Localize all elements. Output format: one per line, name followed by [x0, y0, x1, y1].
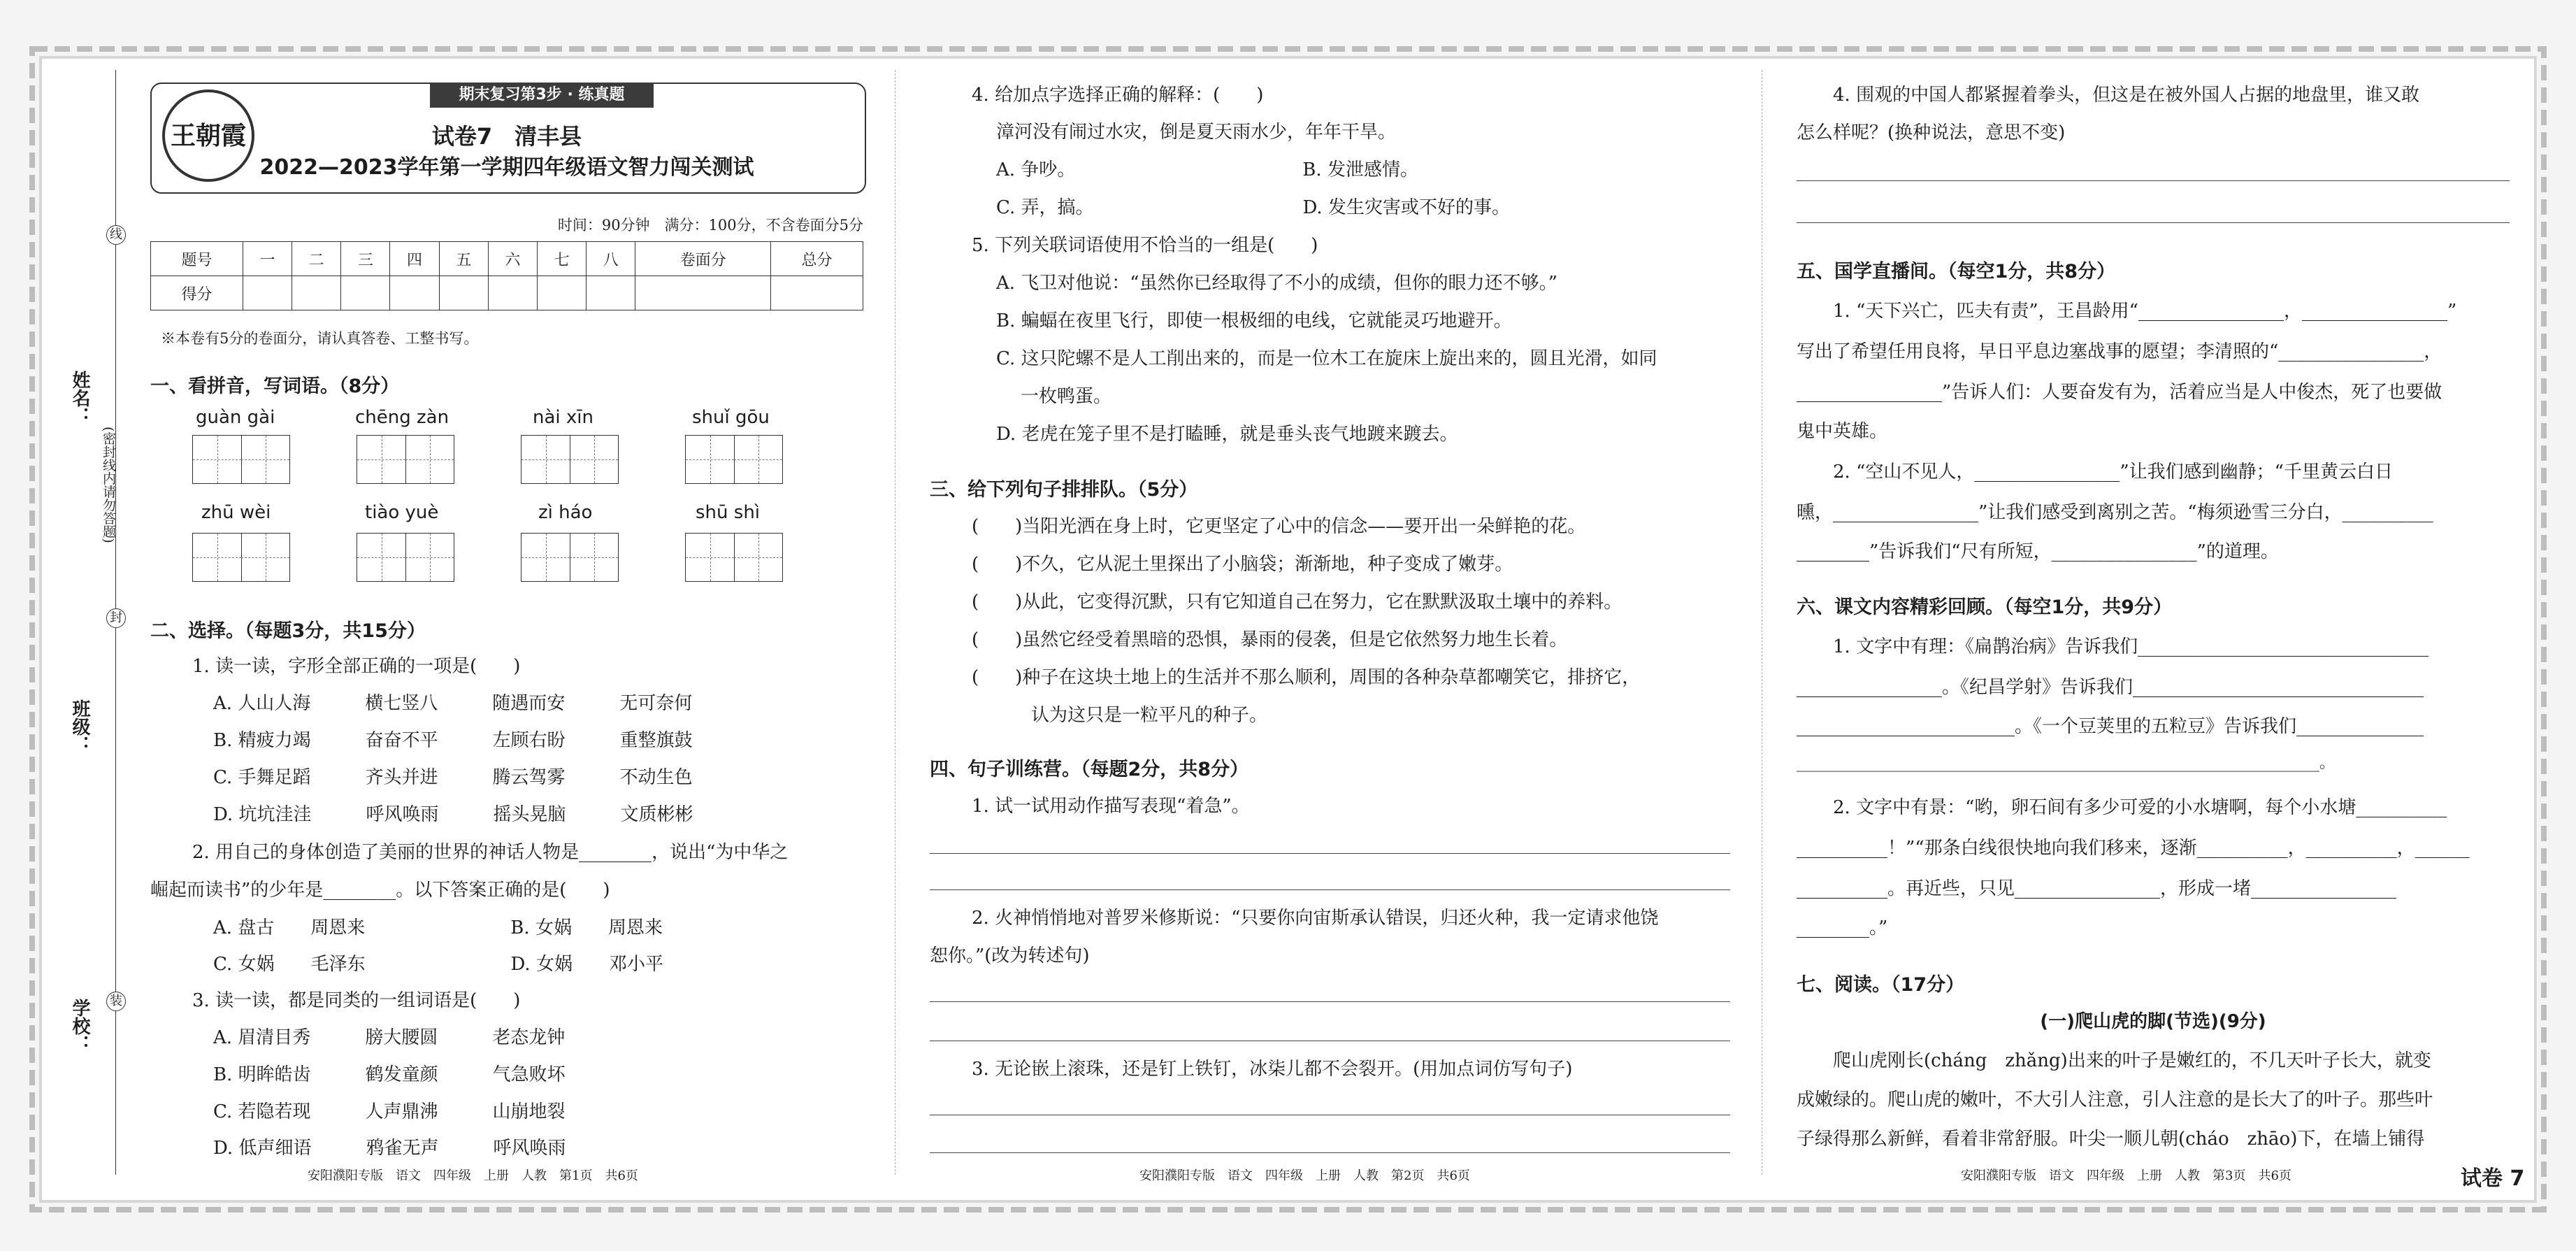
seal-mark: 线	[106, 225, 126, 245]
question-line: 5. 下列关联词语使用不恰当的一组是( )	[972, 235, 1318, 256]
fill-line: 1. 文字中有理：《扁鹊治病》告诉我们________________________________	[1833, 636, 2429, 657]
seal-mark: 封	[106, 608, 126, 628]
fill-line: 写出了希望任用良将，早日平息边塞战事的愿望；李清照的“________________，	[1797, 341, 2442, 362]
order-line: ( )种子在这块土地上的生活并不那么顺利，周围的各种杂草都嘲笑它，排挤它，	[972, 667, 1641, 688]
section-title: 一、看拼音，写词语。（8分）	[150, 376, 400, 397]
question-line: 4. 围观的中国人都紧握着拳头，但这是在被外国人占据的地盘里，谁又敢	[1833, 85, 2420, 106]
score-table	[150, 241, 863, 310]
score-cell: 六	[488, 242, 537, 276]
handwriting-note: ※本卷有5分的卷面分，请认真答卷、工整书写。	[161, 330, 479, 347]
writing-grid[interactable]	[521, 533, 619, 582]
writing-grid[interactable]	[521, 435, 619, 484]
answer-line[interactable]	[1797, 180, 2510, 181]
section-title: 二、选择。（每题3分，共15分）	[150, 620, 426, 642]
fill-line: ________。”	[1797, 917, 1888, 938]
score-header-row	[151, 242, 863, 276]
fill-line: 2. 文字中有景：“哟，卵石间有多少可爱的小水塘啊，每个小水塘__________	[1833, 797, 2447, 818]
option-line: B. 精疲力竭 奋奋不平 左顾右盼 重整旗鼓	[213, 730, 693, 751]
section-title: 六、课文内容精彩回顾。（每空1分，共9分）	[1797, 596, 2173, 618]
pinyin-label: tiào yuè	[365, 502, 439, 523]
answer-line[interactable]	[930, 889, 1730, 890]
question-line: 1. 读一读，字形全部正确的一项是( )	[192, 656, 521, 677]
score-value-row	[151, 276, 863, 310]
score-input[interactable]	[538, 276, 587, 310]
question-line: 崛起而读书”的少年是________。以下答案正确的是( )	[150, 880, 610, 901]
order-line: ( )当阳光洒在身上时，它更坚定了心中的信念——要开出一朵鲜艳的花。	[972, 516, 1586, 537]
answer-line[interactable]	[1797, 222, 2510, 223]
section-title: 五、国学直播间。（每空1分，共8分）	[1797, 261, 2116, 283]
score-input[interactable]	[243, 276, 292, 310]
writing-grid[interactable]	[192, 435, 290, 484]
score-cell: 八	[587, 242, 635, 276]
page-footer: 安阳濮阳专版 语文 四年级 上册 人教 第1页 共6页	[308, 1168, 638, 1183]
option-line: D. 低声细语 鸦雀无声 呼风唤雨	[213, 1138, 566, 1159]
fill-line: ________________。《纪昌学射》告诉我们________________________________	[1797, 677, 2424, 698]
writing-grid[interactable]	[685, 435, 783, 484]
score-cell: 二	[292, 242, 341, 276]
option-line: A. 眉清目秀 膀大腰圆 老态龙钟	[213, 1027, 566, 1048]
question-line: 漳河没有闹过水灾，倒是夏天雨水少，年年干旱。	[996, 122, 1397, 143]
option-line: A. 争吵。 B. 发泄感情。	[996, 159, 1418, 180]
section-title: 三、给下列句子排排队。（5分）	[930, 479, 1198, 501]
order-line: ( )不久，它从泥土里探出了小脑袋；渐渐地，种子变成了嫩芽。	[972, 554, 1513, 575]
writing-grid[interactable]	[357, 435, 454, 484]
fill-line: __________！”“那条白线很快地向我们移来，逐渐__________，__________，______	[1797, 838, 2470, 859]
fill-line: __________。再近些，只见________________，形成一堵________________	[1797, 878, 2397, 899]
option-line: C. 若隐若现 人声鼎沸 山崩地裂	[213, 1101, 566, 1122]
score-cell: 五	[439, 242, 488, 276]
question-line: 3. 读一读，都是同类的一组词语是( )	[192, 990, 521, 1011]
paper-number: 试卷 7	[2461, 1166, 2525, 1191]
option-line: C. 手舞足蹈 齐头并进 腾云驾雾 不动生色	[213, 767, 693, 788]
answer-line[interactable]	[930, 1001, 1730, 1002]
answer-line[interactable]	[930, 853, 1730, 854]
question-line: 3. 无论嵌上滚珠，还是钉上铁钉，冰柒儿都不会裂开。(用加点词仿写句子)	[972, 1059, 1573, 1080]
score-cell: 一	[243, 242, 292, 276]
reading-line: 子绿得那么新鲜，看着非常舒服。叶尖一顺儿朝(cháo zhāo)下，在墙上铺得	[1797, 1129, 2425, 1150]
paper-title: 试卷7 清丰县	[431, 123, 582, 150]
option-line: C. 这只陀螺不是人工削出来的，而是一位木工在旋床上旋出来的，圆且光滑，如同	[996, 348, 1657, 369]
option-line: B. 明眸皓齿 鹤发童颜 气急败坏	[213, 1064, 566, 1085]
pinyin-label: chēng zàn	[355, 407, 449, 428]
fill-line: ________________”告诉人们：人要奋发有为，活着应当是人中俊杰，死了也要做	[1797, 382, 2442, 403]
fill-line: 曛，________________”让我们感受到离别之苦。“梅须逊雪三分白，__________	[1797, 502, 2433, 523]
question-line: 2. 火神悄悄地对普罗米修斯说：“只要你向宙斯承认错误，归还火种，我一定请求他饶	[972, 908, 1659, 929]
question-line: 1. 试一试用动作描写表现“着急”。	[972, 796, 1250, 817]
question-line: 4. 给加点字选择正确的解释：( )	[972, 85, 1264, 106]
reading-line: 爬山虎刚长(cháng zhǎng)出来的叶子是嫩红的，不几天叶子长大，就变	[1833, 1050, 2431, 1071]
score-cell: 四	[390, 242, 439, 276]
section-title: 四、句子训练营。（每题2分，共8分）	[930, 759, 1249, 780]
score-input[interactable]	[635, 276, 771, 310]
pinyin-label: zhū wèi	[201, 502, 271, 523]
option-line: C. 女娲 毛泽东 D. 女娲 邓小平	[213, 954, 663, 975]
section-title: 七、阅读。（17分）	[1797, 974, 1965, 996]
order-line: 认为这只是一粒平凡的种子。	[1031, 705, 1268, 726]
exam-meta: 时间：90分钟 满分：100分，不含卷面分5分	[557, 217, 863, 234]
score-cell: 总分	[771, 242, 863, 276]
fill-line: 1. “天下兴亡，匹夫有责”，王昌龄用“________________，________________”	[1833, 301, 2457, 322]
option-line: 一枚鸭蛋。	[1021, 386, 1112, 407]
score-input[interactable]	[587, 276, 635, 310]
score-input[interactable]	[292, 276, 341, 310]
score-input[interactable]	[341, 276, 390, 310]
score-cell: 卷面分	[635, 242, 771, 276]
score-input[interactable]	[771, 276, 863, 310]
score-input[interactable]	[439, 276, 488, 310]
pinyin-label: guàn gài	[196, 407, 275, 428]
option-line: D. 坑坑洼洼 呼风唤雨 摇头晃脑 文质彬彬	[213, 804, 693, 825]
fill-line: 2. “空山不见人，________________”让我们感到幽静；“千里黄云白日	[1833, 462, 2393, 482]
page-footer: 安阳濮阳专版 语文 四年级 上册 人教 第2页 共6页	[1139, 1168, 1470, 1183]
writing-grid[interactable]	[192, 533, 290, 582]
order-line: ( )虽然它经受着黑暗的恐惧，暴雨的侵袭，但是它依然努力地生长着。	[972, 629, 1568, 650]
option-line: C. 弄，搞。 D. 发生灾害或不好的事。	[996, 197, 1510, 218]
reading-title: (一)爬山虎的脚(节选)(9分)	[2040, 1011, 2266, 1032]
header-banner: 期末复习第3步 · 练真题	[430, 83, 654, 108]
fill-line: ____________________________________________________________________。	[1797, 755, 2336, 772]
question-line: 2. 用自己的身体创造了美丽的世界的神话人物是________，说出“为中华之	[192, 842, 789, 863]
score-row-label: 得分	[151, 276, 243, 310]
option-line: A. 飞卫对他说：“虽然你已经取得了不小的成绩，但你的眼力还不够。”	[996, 273, 1557, 294]
option-line: A. 人山人海 横七竖八 随遇而安 无可奈何	[213, 693, 693, 714]
fill-line: ________________________。《一个豆荚里的五粒豆》告诉我们______________	[1797, 716, 2424, 737]
score-cell: 七	[538, 242, 587, 276]
score-input[interactable]	[390, 276, 439, 310]
order-line: ( )从此，它变得沉默，只有它知道自己在努力，它在默默汲取土壤中的养料。	[972, 592, 1622, 613]
brand-logo: 王朝霞	[162, 90, 254, 182]
pinyin-label: zì háo	[538, 502, 593, 523]
school-label: 学校：	[69, 999, 90, 1053]
question-line: 恕你。”(改为转述句)	[930, 945, 1090, 966]
pinyin-label: shū shì	[696, 502, 761, 523]
option-line: B. 蝙蝠在夜里飞行，即使一根极细的电线，它就能灵巧地避开。	[996, 310, 1512, 331]
class-label: 班级：	[69, 699, 90, 754]
pinyin-label: shuǐ gōu	[692, 407, 770, 428]
score-cell: 三	[341, 242, 390, 276]
page-footer: 安阳濮阳专版 语文 四年级 上册 人教 第3页 共6页	[1961, 1168, 2291, 1183]
option-line: D. 老虎在笼子里不是打瞌睡，就是垂头丧气地踱来踱去。	[996, 424, 1458, 445]
answer-line[interactable]	[930, 1152, 1730, 1153]
writing-grid[interactable]	[685, 533, 783, 582]
score-input[interactable]	[488, 276, 537, 310]
fill-line: ________”告诉我们“尺有所短，________________”的道理。	[1797, 541, 2279, 562]
score-cell: 题号	[151, 242, 243, 276]
name-label: 姓名：	[69, 371, 90, 425]
option-line: A. 盘古 周恩来 B. 女娲 周恩来	[213, 917, 663, 938]
writing-grid[interactable]	[357, 533, 454, 582]
pinyin-label: nài xīn	[533, 407, 593, 428]
seal-mark: 装	[106, 992, 126, 1011]
binding-hint: (密封线内请勿答题)	[101, 427, 116, 543]
paper-subtitle: 2022—2023学年第一学期四年级语文智力闯关测试	[259, 155, 754, 180]
question-line: 怎么样呢？(换种说法，意思不变)	[1797, 122, 2066, 143]
fill-line: 鬼中英雄。	[1797, 421, 1888, 442]
reading-line: 成嫩绿的。爬山虎的嫩叶，不大引人注意，引人注意的是长大了的叶子。那些叶	[1797, 1089, 2433, 1110]
